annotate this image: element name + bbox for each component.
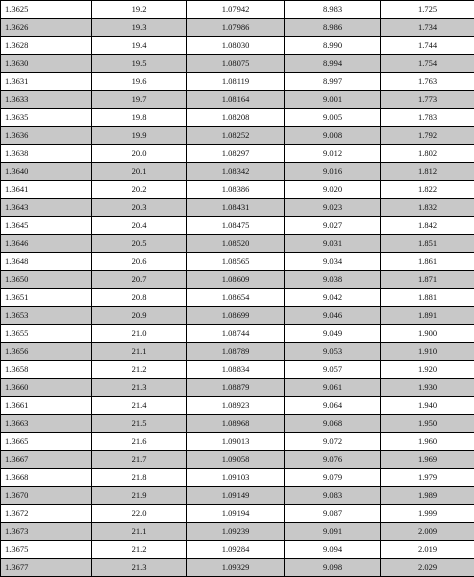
table-cell: 21.7 (92, 451, 187, 469)
table-cell: 9.042 (285, 289, 381, 307)
table-cell: 19.3 (92, 19, 187, 37)
table-cell: 1.08744 (187, 325, 285, 343)
table-cell: 1.989 (381, 487, 474, 505)
table-cell: 9.031 (285, 235, 381, 253)
table-cell: 20.7 (92, 271, 187, 289)
table-cell: 1.08119 (187, 73, 285, 91)
table-cell: 1.822 (381, 181, 474, 199)
table-cell: 20.5 (92, 235, 187, 253)
table-cell: 22.0 (92, 505, 187, 523)
data-table-body (1, 1, 474, 577)
table-cell: 1.08075 (187, 55, 285, 73)
table-cell: 21.3 (92, 379, 187, 397)
table-cell: 1.09194 (187, 505, 285, 523)
table-cell: 2.019 (381, 541, 474, 559)
table-cell: 21.4 (92, 397, 187, 415)
table-cell: 9.094 (285, 541, 381, 559)
table-cell: 1.969 (381, 451, 474, 469)
table-cell: 21.9 (92, 487, 187, 505)
table-cell: 9.083 (285, 487, 381, 505)
table-cell: 19.8 (92, 109, 187, 127)
table-cell: 1.08923 (187, 397, 285, 415)
table-cell: 9.076 (285, 451, 381, 469)
table-cell: 1.3628 (1, 37, 92, 55)
table-cell: 1.881 (381, 289, 474, 307)
table-row (1, 1, 474, 19)
table-cell: 1.08565 (187, 253, 285, 271)
table-cell: 1.744 (381, 37, 474, 55)
table-cell: 1.08789 (187, 343, 285, 361)
table-cell: 9.020 (285, 181, 381, 199)
table-cell: 1.900 (381, 325, 474, 343)
table-cell: 1.3655 (1, 325, 92, 343)
table-cell: 21.1 (92, 343, 187, 361)
table-cell: 1.3643 (1, 199, 92, 217)
table-cell: 1.3660 (1, 379, 92, 397)
table-cell: 9.087 (285, 505, 381, 523)
table-cell: 1.960 (381, 433, 474, 451)
table-cell: 1.3677 (1, 559, 92, 577)
table-cell: 2.029 (381, 559, 474, 577)
table-cell: 1.3670 (1, 487, 92, 505)
table-cell: 1.3648 (1, 253, 92, 271)
table-row (1, 109, 474, 127)
table-cell: 1.3650 (1, 271, 92, 289)
table-cell: 9.079 (285, 469, 381, 487)
table-cell: 20.6 (92, 253, 187, 271)
table-cell: 9.057 (285, 361, 381, 379)
table-cell: 1.832 (381, 199, 474, 217)
table-cell: 1.3651 (1, 289, 92, 307)
table-cell: 20.4 (92, 217, 187, 235)
table-cell: 20.2 (92, 181, 187, 199)
table-cell: 8.983 (285, 1, 381, 19)
table-cell: 21.2 (92, 361, 187, 379)
table-cell: 1.773 (381, 91, 474, 109)
table-cell: 2.009 (381, 523, 474, 541)
table-cell: 9.064 (285, 397, 381, 415)
table-cell: 8.990 (285, 37, 381, 55)
table-cell: 19.9 (92, 127, 187, 145)
table-cell: 1.783 (381, 109, 474, 127)
table-cell: 9.012 (285, 145, 381, 163)
table-cell: 20.8 (92, 289, 187, 307)
table-row (1, 505, 474, 523)
table-cell: 1.3663 (1, 415, 92, 433)
table-cell: 9.061 (285, 379, 381, 397)
table-row (1, 217, 474, 235)
table-cell: 21.5 (92, 415, 187, 433)
table-row (1, 91, 474, 109)
table-cell: 1.3658 (1, 361, 92, 379)
table-cell: 1.851 (381, 235, 474, 253)
table-row (1, 379, 474, 397)
table-cell: 1.930 (381, 379, 474, 397)
table-row (1, 127, 474, 145)
table-cell: 1.3653 (1, 307, 92, 325)
table-cell: 1.07986 (187, 19, 285, 37)
table-cell: 1.08654 (187, 289, 285, 307)
table-cell: 1.08475 (187, 217, 285, 235)
table-row (1, 541, 474, 559)
table-cell: 1.3645 (1, 217, 92, 235)
table-cell: 1.802 (381, 145, 474, 163)
table-row (1, 55, 474, 73)
table-cell: 1.979 (381, 469, 474, 487)
table-row (1, 289, 474, 307)
table-cell: 9.049 (285, 325, 381, 343)
table-cell: 9.027 (285, 217, 381, 235)
table-cell: 1.940 (381, 397, 474, 415)
table-cell: 9.023 (285, 199, 381, 217)
table-cell: 1.950 (381, 415, 474, 433)
table-cell: 1.3656 (1, 343, 92, 361)
table-cell: 1.08879 (187, 379, 285, 397)
table-cell: 1.08699 (187, 307, 285, 325)
table-cell: 20.9 (92, 307, 187, 325)
table-row (1, 559, 474, 577)
table-cell: 9.091 (285, 523, 381, 541)
table-cell: 1.861 (381, 253, 474, 271)
table-row (1, 397, 474, 415)
table-cell: 9.053 (285, 343, 381, 361)
table-cell: 19.4 (92, 37, 187, 55)
table-cell: 1.920 (381, 361, 474, 379)
table-cell: 1.3675 (1, 541, 92, 559)
table-cell: 1.3641 (1, 181, 92, 199)
table-cell: 1.3638 (1, 145, 92, 163)
table-cell: 1.08834 (187, 361, 285, 379)
table-cell: 1.3626 (1, 19, 92, 37)
table-cell: 1.812 (381, 163, 474, 181)
table-cell: 1.08609 (187, 271, 285, 289)
table-row (1, 199, 474, 217)
table-cell: 9.001 (285, 91, 381, 109)
table-cell: 9.072 (285, 433, 381, 451)
table-cell: 1.08164 (187, 91, 285, 109)
table-cell: 1.3633 (1, 91, 92, 109)
table-cell: 9.008 (285, 127, 381, 145)
table-cell: 1.08431 (187, 199, 285, 217)
table-row (1, 433, 474, 451)
table-cell: 21.8 (92, 469, 187, 487)
table-cell: 1.3673 (1, 523, 92, 541)
table-cell: 1.3636 (1, 127, 92, 145)
table-cell: 1.763 (381, 73, 474, 91)
table-cell: 19.7 (92, 91, 187, 109)
table-cell: 1.3635 (1, 109, 92, 127)
table-cell: 9.046 (285, 307, 381, 325)
table-cell: 1.3672 (1, 505, 92, 523)
table-cell: 1.871 (381, 271, 474, 289)
table-row (1, 487, 474, 505)
table-cell: 1.3667 (1, 451, 92, 469)
table-cell: 1.09058 (187, 451, 285, 469)
table-cell: 9.068 (285, 415, 381, 433)
table-cell: 20.3 (92, 199, 187, 217)
table-row (1, 343, 474, 361)
table-cell: 1.734 (381, 19, 474, 37)
table-cell: 1.3631 (1, 73, 92, 91)
table-row (1, 469, 474, 487)
table-row (1, 19, 474, 37)
table-row (1, 145, 474, 163)
table-cell: 1.08030 (187, 37, 285, 55)
table-row (1, 73, 474, 91)
table-row (1, 361, 474, 379)
table-cell: 21.3 (92, 559, 187, 577)
table-cell: 1.08208 (187, 109, 285, 127)
table-row (1, 307, 474, 325)
table-cell: 21.6 (92, 433, 187, 451)
table-cell: 1.08252 (187, 127, 285, 145)
table-row (1, 181, 474, 199)
table-cell: 9.005 (285, 109, 381, 127)
table-row (1, 523, 474, 541)
table-cell: 19.6 (92, 73, 187, 91)
table-cell: 9.038 (285, 271, 381, 289)
table-cell: 1.07942 (187, 1, 285, 19)
table-row (1, 325, 474, 343)
table-cell: 1.08968 (187, 415, 285, 433)
table-cell: 1.842 (381, 217, 474, 235)
table-cell: 8.986 (285, 19, 381, 37)
table-cell: 1.08386 (187, 181, 285, 199)
table-cell: 1.09149 (187, 487, 285, 505)
table-cell: 1.08297 (187, 145, 285, 163)
table-cell: 1.910 (381, 343, 474, 361)
table-cell: 20.1 (92, 163, 187, 181)
table-cell: 8.997 (285, 73, 381, 91)
table-cell: 1.09103 (187, 469, 285, 487)
table-cell: 1.3665 (1, 433, 92, 451)
table-cell: 1.999 (381, 505, 474, 523)
table-row (1, 271, 474, 289)
table-cell: 19.5 (92, 55, 187, 73)
table-cell: 1.09013 (187, 433, 285, 451)
table-cell: 1.754 (381, 55, 474, 73)
table-row (1, 415, 474, 433)
table-cell: 21.1 (92, 523, 187, 541)
table-cell: 1.725 (381, 1, 474, 19)
table-cell: 9.098 (285, 559, 381, 577)
table-row (1, 37, 474, 55)
table-row (1, 235, 474, 253)
table-cell: 1.08520 (187, 235, 285, 253)
table-cell: 21.0 (92, 325, 187, 343)
table-row (1, 253, 474, 271)
table-cell: 1.3646 (1, 235, 92, 253)
table-cell: 1.09239 (187, 523, 285, 541)
table-row (1, 163, 474, 181)
table-cell: 1.09284 (187, 541, 285, 559)
table-cell: 1.3668 (1, 469, 92, 487)
table-cell: 21.2 (92, 541, 187, 559)
table-cell: 1.3661 (1, 397, 92, 415)
table-cell: 9.016 (285, 163, 381, 181)
table-row (1, 451, 474, 469)
table-cell: 1.3630 (1, 55, 92, 73)
table-cell: 8.994 (285, 55, 381, 73)
table-cell: 9.034 (285, 253, 381, 271)
table-cell: 1.3640 (1, 163, 92, 181)
table-cell: 1.09329 (187, 559, 285, 577)
table-cell: 1.891 (381, 307, 474, 325)
table-cell: 1.08342 (187, 163, 285, 181)
table-cell: 1.792 (381, 127, 474, 145)
table-cell: 19.2 (92, 1, 187, 19)
table-cell: 20.0 (92, 145, 187, 163)
table-cell: 1.3625 (1, 1, 92, 19)
